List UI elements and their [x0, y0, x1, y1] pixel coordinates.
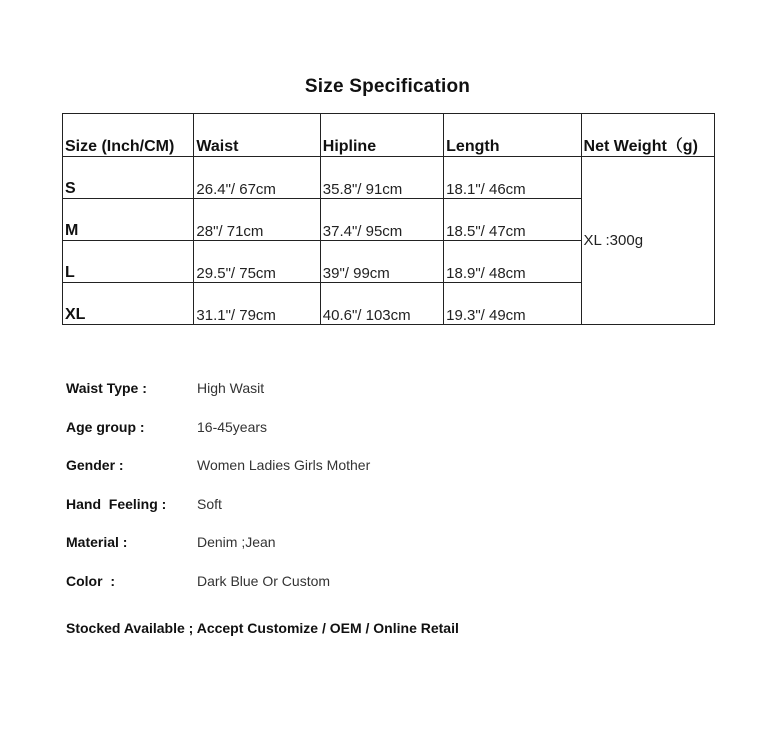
page-title: Size Specification [304, 76, 471, 97]
attribute-hand-feeling [66, 496, 706, 535]
cell-size: L [63, 241, 194, 283]
table-row [63, 157, 715, 199]
attribute-label: Age group : [66, 418, 145, 435]
cell-waist: 31.1"/ 79cm [194, 283, 320, 325]
cell-size: M [63, 199, 194, 241]
cell-length: 19.3"/ 49cm [444, 283, 581, 325]
cell-net-weight: XL :300g [581, 157, 714, 325]
cell-hipline: 39"/ 99cm [320, 241, 443, 283]
header-waist: Waist [194, 114, 320, 157]
header-size: Size (Inch/CM) [63, 114, 194, 157]
attribute-value: 16-45years [197, 418, 268, 435]
header-length: Length [444, 114, 581, 157]
size-specification-table [62, 113, 715, 325]
attribute-value: Women Ladies Girls Mother [197, 457, 371, 474]
attribute-age-group [66, 419, 706, 458]
table-header-row [63, 114, 715, 157]
cell-size: S [63, 157, 194, 199]
cell-hipline: 35.8"/ 91cm [320, 157, 443, 199]
cell-waist: 29.5"/ 75cm [194, 241, 320, 283]
attribute-color [66, 573, 706, 612]
cell-hipline: 37.4"/ 95cm [320, 199, 443, 241]
attribute-label: Gender : [66, 457, 124, 474]
attribute-value: Dark Blue Or Custom [197, 572, 331, 589]
attribute-waist-type [66, 380, 706, 419]
attribute-label: Hand Feeling : [66, 495, 167, 512]
cell-length: 18.9"/ 48cm [444, 241, 581, 283]
attribute-label: Waist Type : [66, 380, 147, 396]
attribute-value: Denim ;Jean [197, 534, 276, 551]
attribute-gender [66, 457, 706, 496]
cell-waist: 28"/ 71cm [194, 199, 320, 241]
attribute-value: Soft [197, 495, 222, 512]
header-net-weight: Net Weight（g) [581, 114, 714, 157]
cell-length: 18.5"/ 47cm [444, 199, 581, 241]
product-attributes [66, 380, 706, 612]
cell-length: 18.1"/ 46cm [444, 157, 581, 199]
header-hipline: Hipline [320, 114, 443, 157]
cell-hipline: 40.6"/ 103cm [320, 283, 443, 325]
attribute-label: Color : [66, 572, 115, 589]
cell-waist: 26.4"/ 67cm [194, 157, 320, 199]
attribute-label: Material : [66, 534, 128, 551]
availability-note: Stocked Available ; Accept Customize / OEM / Online Retail [66, 620, 459, 636]
attribute-material [66, 534, 706, 573]
cell-size: XL [63, 283, 194, 325]
attribute-value: High Wasit [197, 380, 265, 396]
